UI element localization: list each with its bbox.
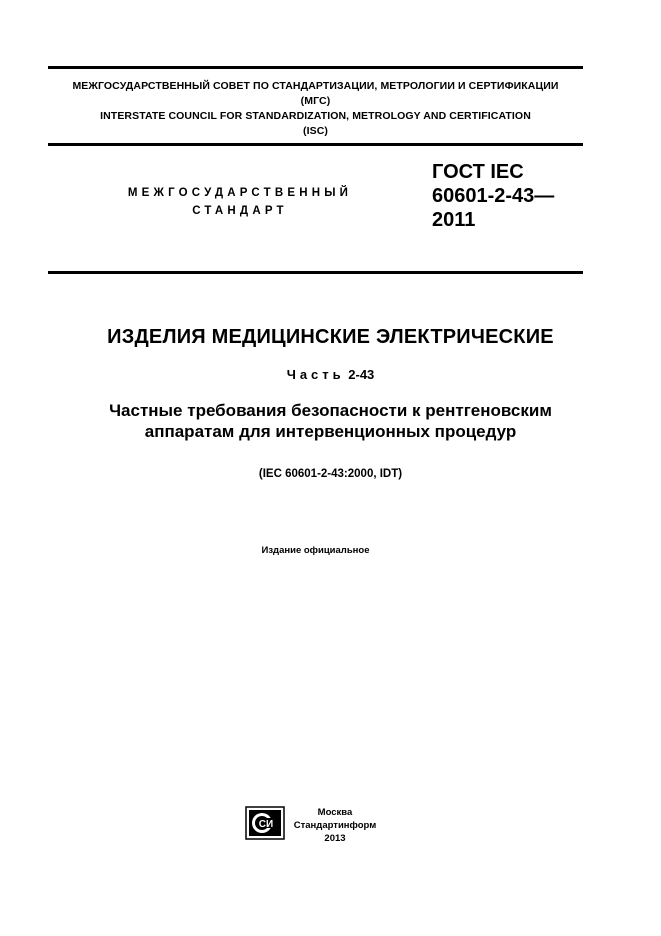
- middle-rule: [48, 143, 583, 146]
- standard-kind-line1: МЕЖГОСУДАРСТВЕННЫЙ: [127, 187, 353, 199]
- publisher-city: Москва: [317, 807, 353, 818]
- part-word: Часть: [286, 367, 345, 382]
- council-abbr-ru: (МГС): [300, 95, 331, 107]
- publisher-name: Стандартинформ: [293, 820, 377, 831]
- council-name-en: INTERSTATE COUNCIL FOR STANDARDIZATION, METROLOGY AND CERTIFICATION: [100, 110, 531, 122]
- part-label: [0, 366, 661, 384]
- iec-reference: (IEC 60601-2-43:2000, IDT): [258, 468, 403, 480]
- standard-kind-line2: СТАНДАРТ: [192, 205, 288, 217]
- part-number: 2-43: [348, 367, 375, 382]
- lower-rule: [48, 271, 583, 274]
- subtitle-line1: Частные требования безопасности к рентгеновским: [109, 401, 552, 420]
- designation-line3: 2011: [432, 209, 476, 231]
- designation-line2: 60601-2-43—: [432, 185, 555, 207]
- council-name-ru: МЕЖГОСУДАРСТВЕННЫЙ СОВЕТ ПО СТАНДАРТИЗАЦИИ, МЕТРОЛОГИИ И СЕРТИФИКАЦИИ: [72, 80, 559, 92]
- council-header: [48, 79, 583, 139]
- document-subtitle: [0, 400, 661, 442]
- standard-designation: [432, 160, 554, 232]
- publisher-year: 2013: [324, 833, 346, 844]
- edition-note: Издание официальное: [261, 545, 370, 556]
- council-abbr-en: (ISC): [303, 125, 328, 137]
- document-title: ИЗДЕЛИЯ МЕДИЦИНСКИЕ ЭЛЕКТРИЧЕСКИЕ: [107, 326, 554, 348]
- logo-lettering: СИ: [258, 819, 274, 830]
- standard-kind: [100, 184, 380, 220]
- designation-line1: ГОСТ IEC: [432, 161, 524, 183]
- publisher-block: [290, 806, 380, 845]
- standartinform-logo-icon: [245, 806, 285, 840]
- top-rule: [48, 66, 583, 69]
- subtitle-line2: аппаратам для интервенционных процедур: [144, 422, 517, 441]
